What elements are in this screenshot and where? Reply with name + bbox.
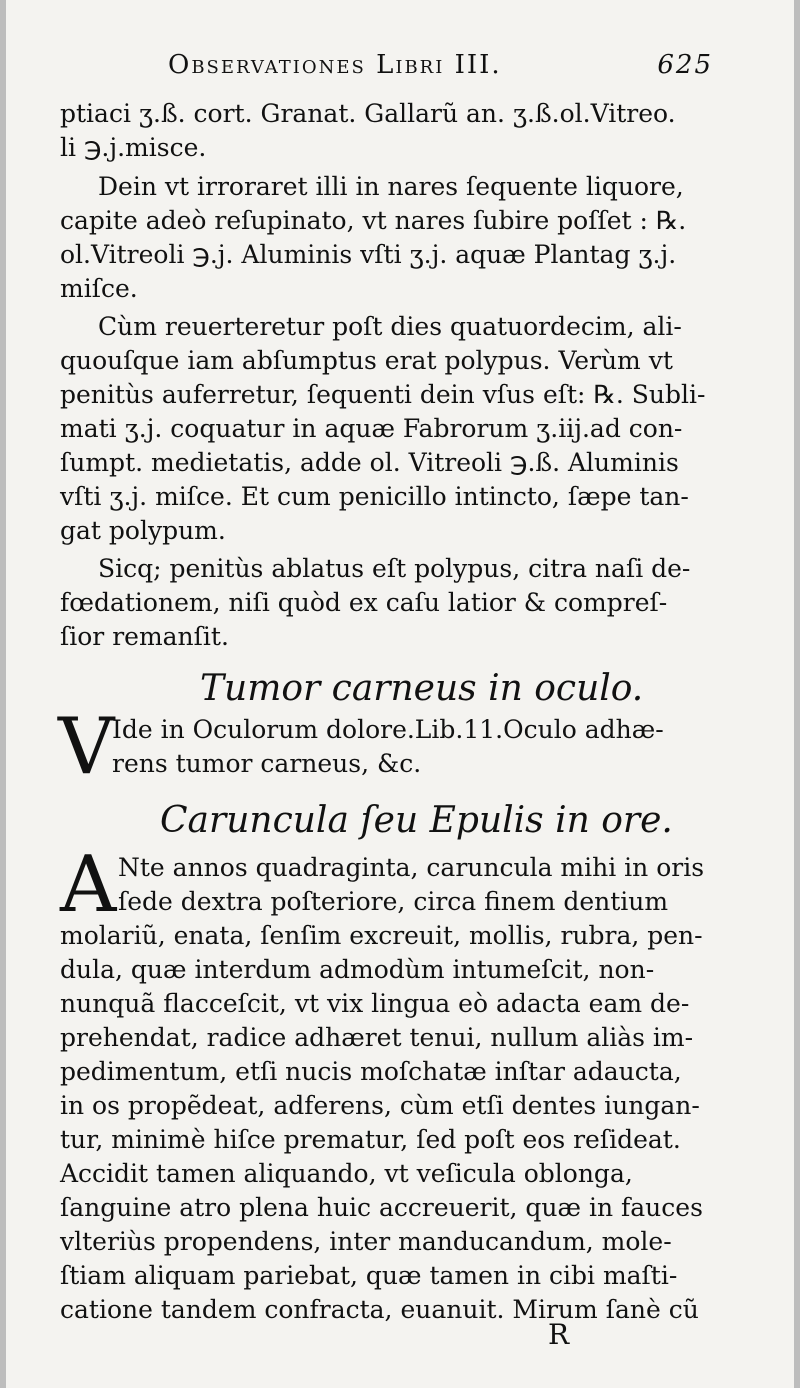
page-header xyxy=(168,50,713,90)
text-line: Cùm reuerteretur poſt dies quatuordecim, ali- xyxy=(98,312,682,341)
text-line: rens tumor carneus, &c. xyxy=(112,749,422,778)
drop-cap-a: A xyxy=(60,840,117,930)
text-line: penitùs auferretur, ſequenti dein vſus eſt: ℞. Subli- xyxy=(60,380,706,409)
text-line: Accidit tamen aliquando, vt veſicula oblonga, xyxy=(60,1159,633,1188)
text-line: nunquã flacceſcit, vt vix lingua eò adacta eam de- xyxy=(60,989,690,1018)
text-line: ol.Vitreoli ℈.j. Aluminis vſti ʒ.j. aquæ Plantag ʒ.j. xyxy=(60,240,677,269)
text-line: ſanguine atro plena huic accreuerit, quæ in fauces xyxy=(60,1193,703,1222)
text-line: miſce. xyxy=(60,274,138,303)
text-line: li ℈.j.misce. xyxy=(60,133,207,162)
right-page-edge xyxy=(794,0,800,1388)
page-number: 625 xyxy=(657,50,713,80)
text-line: Sicq; penitùs ablatus eſt polypus, citra naſi de- xyxy=(98,554,691,583)
text-line: quouſque iam abſumptus erat polypus. Verùm vt xyxy=(60,346,673,375)
text-line: ſede dextra poſteriore, circa finem dentium xyxy=(118,887,669,916)
text-line: dula, quæ interdum admodùm intumeſcit, non- xyxy=(60,955,655,984)
text-line: ſumpt. medietatis, adde ol. Vitreoli ℈.ß. Aluminis xyxy=(60,448,679,477)
text-line: Dein vt irroraret illi in nares ſequente liquore, xyxy=(98,172,684,201)
section-heading-caruncula: Caruncula ſeu Epulis in ore. xyxy=(160,800,673,841)
text-line: tur, minimè hiſce prematur, ſed poſt eos reſideat. xyxy=(60,1125,681,1154)
text-line: catione tandem confracta, euanuit. Mirum ſanè cũ xyxy=(60,1295,699,1324)
text-line: Nte annos quadraginta, caruncula mihi in oris xyxy=(118,853,705,882)
text-line: capite adeò reſupinato, vt nares ſubire poſſet : ℞. xyxy=(60,206,687,235)
left-page-edge xyxy=(0,0,6,1388)
text-line: gat polypum. xyxy=(60,516,226,545)
text-line: vlteriùs propendens, inter manducandum, mole- xyxy=(60,1227,672,1256)
text-line: ptiaci ʒ.ß. cort. Granat. Gallarũ an. ʒ.ß.ol.Vitreo. xyxy=(60,99,676,128)
running-title: Observationes Libri III. xyxy=(168,50,502,80)
section-heading-tumor: Tumor carneus in oculo. xyxy=(200,668,644,709)
drop-cap-v: V xyxy=(58,702,115,792)
text-line: mati ʒ.j. coquatur in aquæ Fabrorum ʒ.iij.ad con- xyxy=(60,414,683,443)
text-line: vſti ʒ.j. miſce. Et cum penicillo intincto, ſæpe tan- xyxy=(60,482,689,511)
text-line: in os propẽdeat, adferens, cùm etſi dentes iungan- xyxy=(60,1091,700,1120)
text-line: molariũ, enata, ſenſim excreuit, mollis, rubra, pen- xyxy=(60,921,703,950)
text-line: pedimentum, etſi nucis moſchatæ inſtar adaucta, xyxy=(60,1057,682,1086)
text-line: ſtiam aliquam pariebat, quæ tamen in cibi maſti- xyxy=(60,1261,678,1290)
text-line: Ide in Oculorum dolore.Lib.11.Oculo adhæ- xyxy=(112,715,664,744)
text-line: prehendat, radice adhæret tenui, nullum aliàs im- xyxy=(60,1023,694,1052)
text-line: fœdationem, niſi quòd ex caſu latior & compreſ- xyxy=(60,588,668,617)
text-line: ſior remanſit. xyxy=(60,622,229,651)
signature-mark: R xyxy=(548,1318,570,1351)
